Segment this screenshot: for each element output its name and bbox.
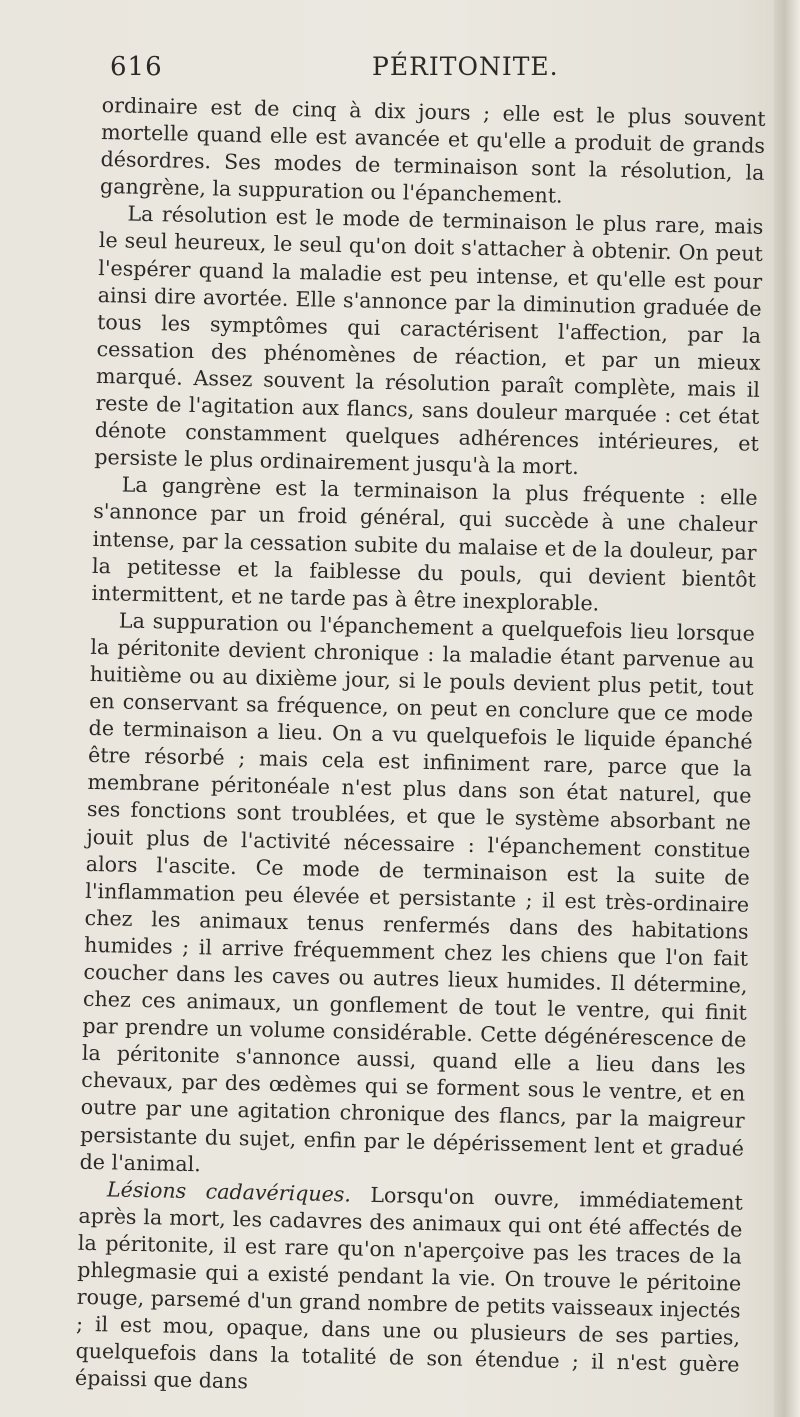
- paragraph-text: La suppuration ou l'épanchement a quelquefois lieu lorsque la péritonite devient chronique : la maladie étant parvenue au huitième ou au dixième jour, si le pouls devient plus petit, tout en conservant sa fréquence, on peut en conclure que ce mode de terminaison a lieu. On a vu quelquefois le liquide épanché être résorbé ; mais cela est infiniment rare, parce que la membrane péritonéale n'est plus dans son état naturel, que ses fonctions sont troublées, et que le système absorbant ne jouit plus de l'activité nécessaire : l'épanchement constitue alors l'ascite. Ce mode de terminaison est la suite de l'inflammation peu élevée et persistante ; il est très-ordinaire chez les animaux tenus renfermés dans des habitations humides ; il arrive fréquemment chez les chiens que l'on fait coucher dans les caves ou autres lieux humides. Il détermine, chez ces animaux, un gonflement de tout le ventre, qui finit par prendre un volume considérable. Cette dégénérescence de la péritonite s'annonce aussi, quand elle a lieu dans les chevaux, par des œdèmes qui se forment sous le ventre, et en outre par une agitation chronique des flancs, par la maigreur persistante du sujet, enfin par le dépérissement lent et gradué de l'animal.: [79, 608, 756, 1176]
- page-number: 616: [110, 52, 163, 82]
- body-text: [75, 92, 766, 1406]
- paragraph-text: La résolution est le mode de terminaison le plus rare, mais le seul heureux, le seul qu'on doit s'attacher à obtenir. On peut l'espérer quand la maladie est peu intense, et qu'elle est pour ainsi dire avortée. Elle s'annonce par la diminution graduée de tous les symptômes qui caractérisent l'affection, par la cessation des phénomènes de réaction, et par un mieux marqué. Assez souvent la résolution paraît complète, mais il reste de l'agitation aux flancs, sans douleur marquée : cet état dénote constamment quelques adhérences intérieures, et persiste le plus ordinairement jusqu'à la mort.: [94, 201, 764, 480]
- page-gutter: [774, 0, 800, 1417]
- paragraph-lesions: [75, 1176, 743, 1407]
- page-header: [110, 52, 670, 92]
- paragraph-gangrene: [91, 471, 758, 620]
- paragraph-resolution: [94, 200, 764, 485]
- section-lead: Lésions cadavériques.: [106, 1177, 352, 1207]
- paragraph-suppuration: [79, 607, 755, 1190]
- running-title: PÉRITONITE.: [372, 52, 559, 81]
- paragraph-text: ordinaire est de cinq à dix jours ; elle est le plus souvent mortelle quand elle est avancée et qu'elle a produit de grands désordres. Ses modes de terminaison sont la résolution, la gangrène, la suppuration ou l'épanchement.: [99, 92, 766, 208]
- paragraph-continuation: [100, 92, 766, 214]
- paragraph-text: Lorsqu'on ouvre, immédiatement après la mort, les cadavres des animaux qui ont été affectés de la péritonite, il est rare qu'on n'aperçoive pas les traces de la phlegmasie qui a existé pendant la vie. On trouve le péritoine rouge, parsemé d'un grand nombre de petits vaisseaux injectés ; il est mou, opaque, dans une ou plusieurs de ses parties, quelquefois dans la totalité de son étendue ; il n'est guère épaissi que dans: [74, 1182, 744, 1394]
- paragraph-text: La gangrène est la terminaison la plus fréquente : elle s'annonce par un froid général, qui succède à une chaleur intense, par la cessation subite du malaise et de la douleur, par la petitesse et la faiblesse du pouls, qui devient bientôt intermittent, et ne tarde pas à être inexplorable.: [91, 472, 758, 616]
